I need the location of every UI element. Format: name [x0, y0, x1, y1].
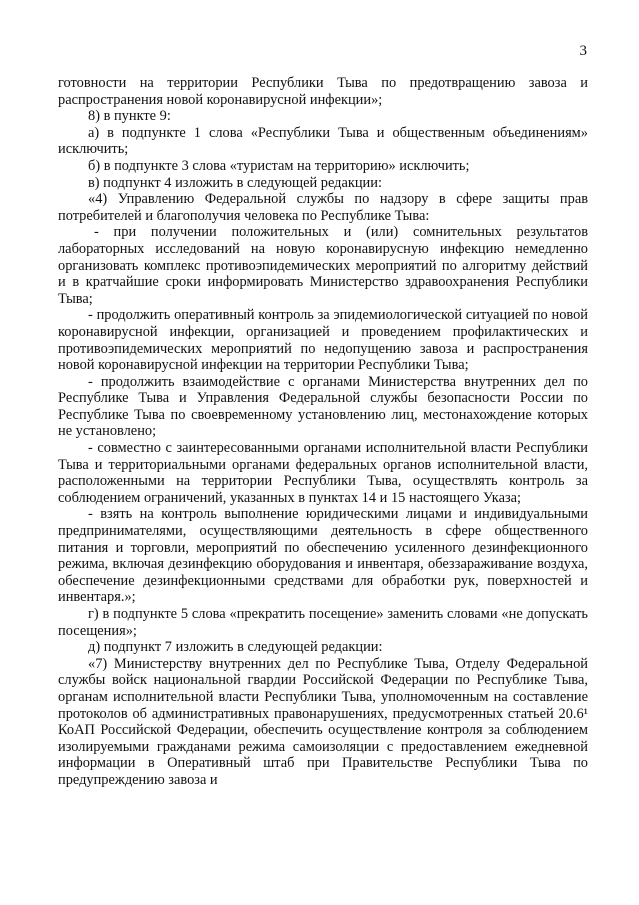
paragraph-subitem-d: д) подпункт 7 изложить в следующей редакции: [88, 639, 383, 656]
paragraph-subitem-g: г) в подпункте 5 слова «прекратить посещение» заменить словами «не допускать посещения»; [58, 606, 588, 639]
paragraph-quote-7: «7) Министерству внутренних дел по Республике Тыва, Отделу Федеральной службы войск национальной гвардии Российской Федерации по Республике Тыва, органам исполнительной власти Республики Тыва, уполномоченным на составление протоколов об административных правонарушениях, предусмотренных статьей 20.6¹ КоАП Российской Федерации, обеспечить осуществление контроля за соблюдением изолируемыми гражданами режима самоизоляции с предоставлением ежедневной информации в Оперативный штаб при Правительстве Республики Тыва по предупреждению завоза и [58, 655, 588, 788]
document-body [58, 75, 588, 789]
paragraph-dash-3: - продолжить взаимодействие с органами Министерства внутренних дел по Республике Тыва и Управления Федеральной службы безопасности России по Республике Тыва по своевременному установлению лиц, местонахождение которых не установлено; [58, 373, 588, 440]
paragraph-quote-4: «4) Управлению Федеральной службы по надзору в сфере защиты прав потребителей и благополучия человека по Республике Тыва: [58, 191, 588, 224]
page-number: 3 [579, 43, 587, 59]
paragraph-subitem-v: в) подпункт 4 изложить в следующей редакции: [88, 174, 382, 191]
paragraph-dash-1: - при получении положительных и (или) сомнительных результатов лабораторных исследований на новую коронавирусную инфекцию немедленно организовать комплекс противоэпидемических мероприятий по алгоритму действий и в кратчайшие сроки информировать Министерство здравоохранения Республики Тыва; [58, 224, 588, 307]
paragraph-dash-2: - продолжить оперативный контроль за эпидемиологической ситуацией по новой коронавирусной инфекции, организацией и проведением профилактических и противоэпидемических мероприятий по недопущению завоза и распространения новой коронавирусной инфекции на территории Республики Тыва; [58, 307, 588, 374]
paragraph-dash-5: - взять на контроль выполнение юридическими лицами и индивидуальными предпринимателями, осуществляющими деятельность в сфере общественного питания и торговли, мероприятий по обеспечению усиленного дезинфекционного режима, включая дезинфекцию оборудования и инвентаря, обеззараживание воздуха, обеспечение дезинфекционными средствами для обработки рук, поверхностей и инвентаря.»; [58, 506, 588, 606]
paragraph-dash-4: - совместно с заинтересованными органами исполнительной власти Республики Тыва и территориальными органами федеральных органов исполнительной власти, расположенными на территории Республики Тыва, осуществлять контроль за соблюдением ограничений, указанных в пунктах 14 и 15 настоящего Указа; [58, 440, 588, 506]
paragraph-subitem-a: а) в подпункте 1 слова «Республики Тыва и общественным объединениям» исключить; [58, 124, 588, 158]
paragraph-continuation: готовности на территории Республики Тыва по предотвращению завоза и распространения новой коронавирусной инфекции»; [58, 75, 588, 108]
paragraph-subitem-b: б) в подпункте 3 слова «туристам на территорию» исключить; [88, 157, 470, 174]
paragraph-item-8: 8) в пункте 9: [88, 108, 171, 125]
